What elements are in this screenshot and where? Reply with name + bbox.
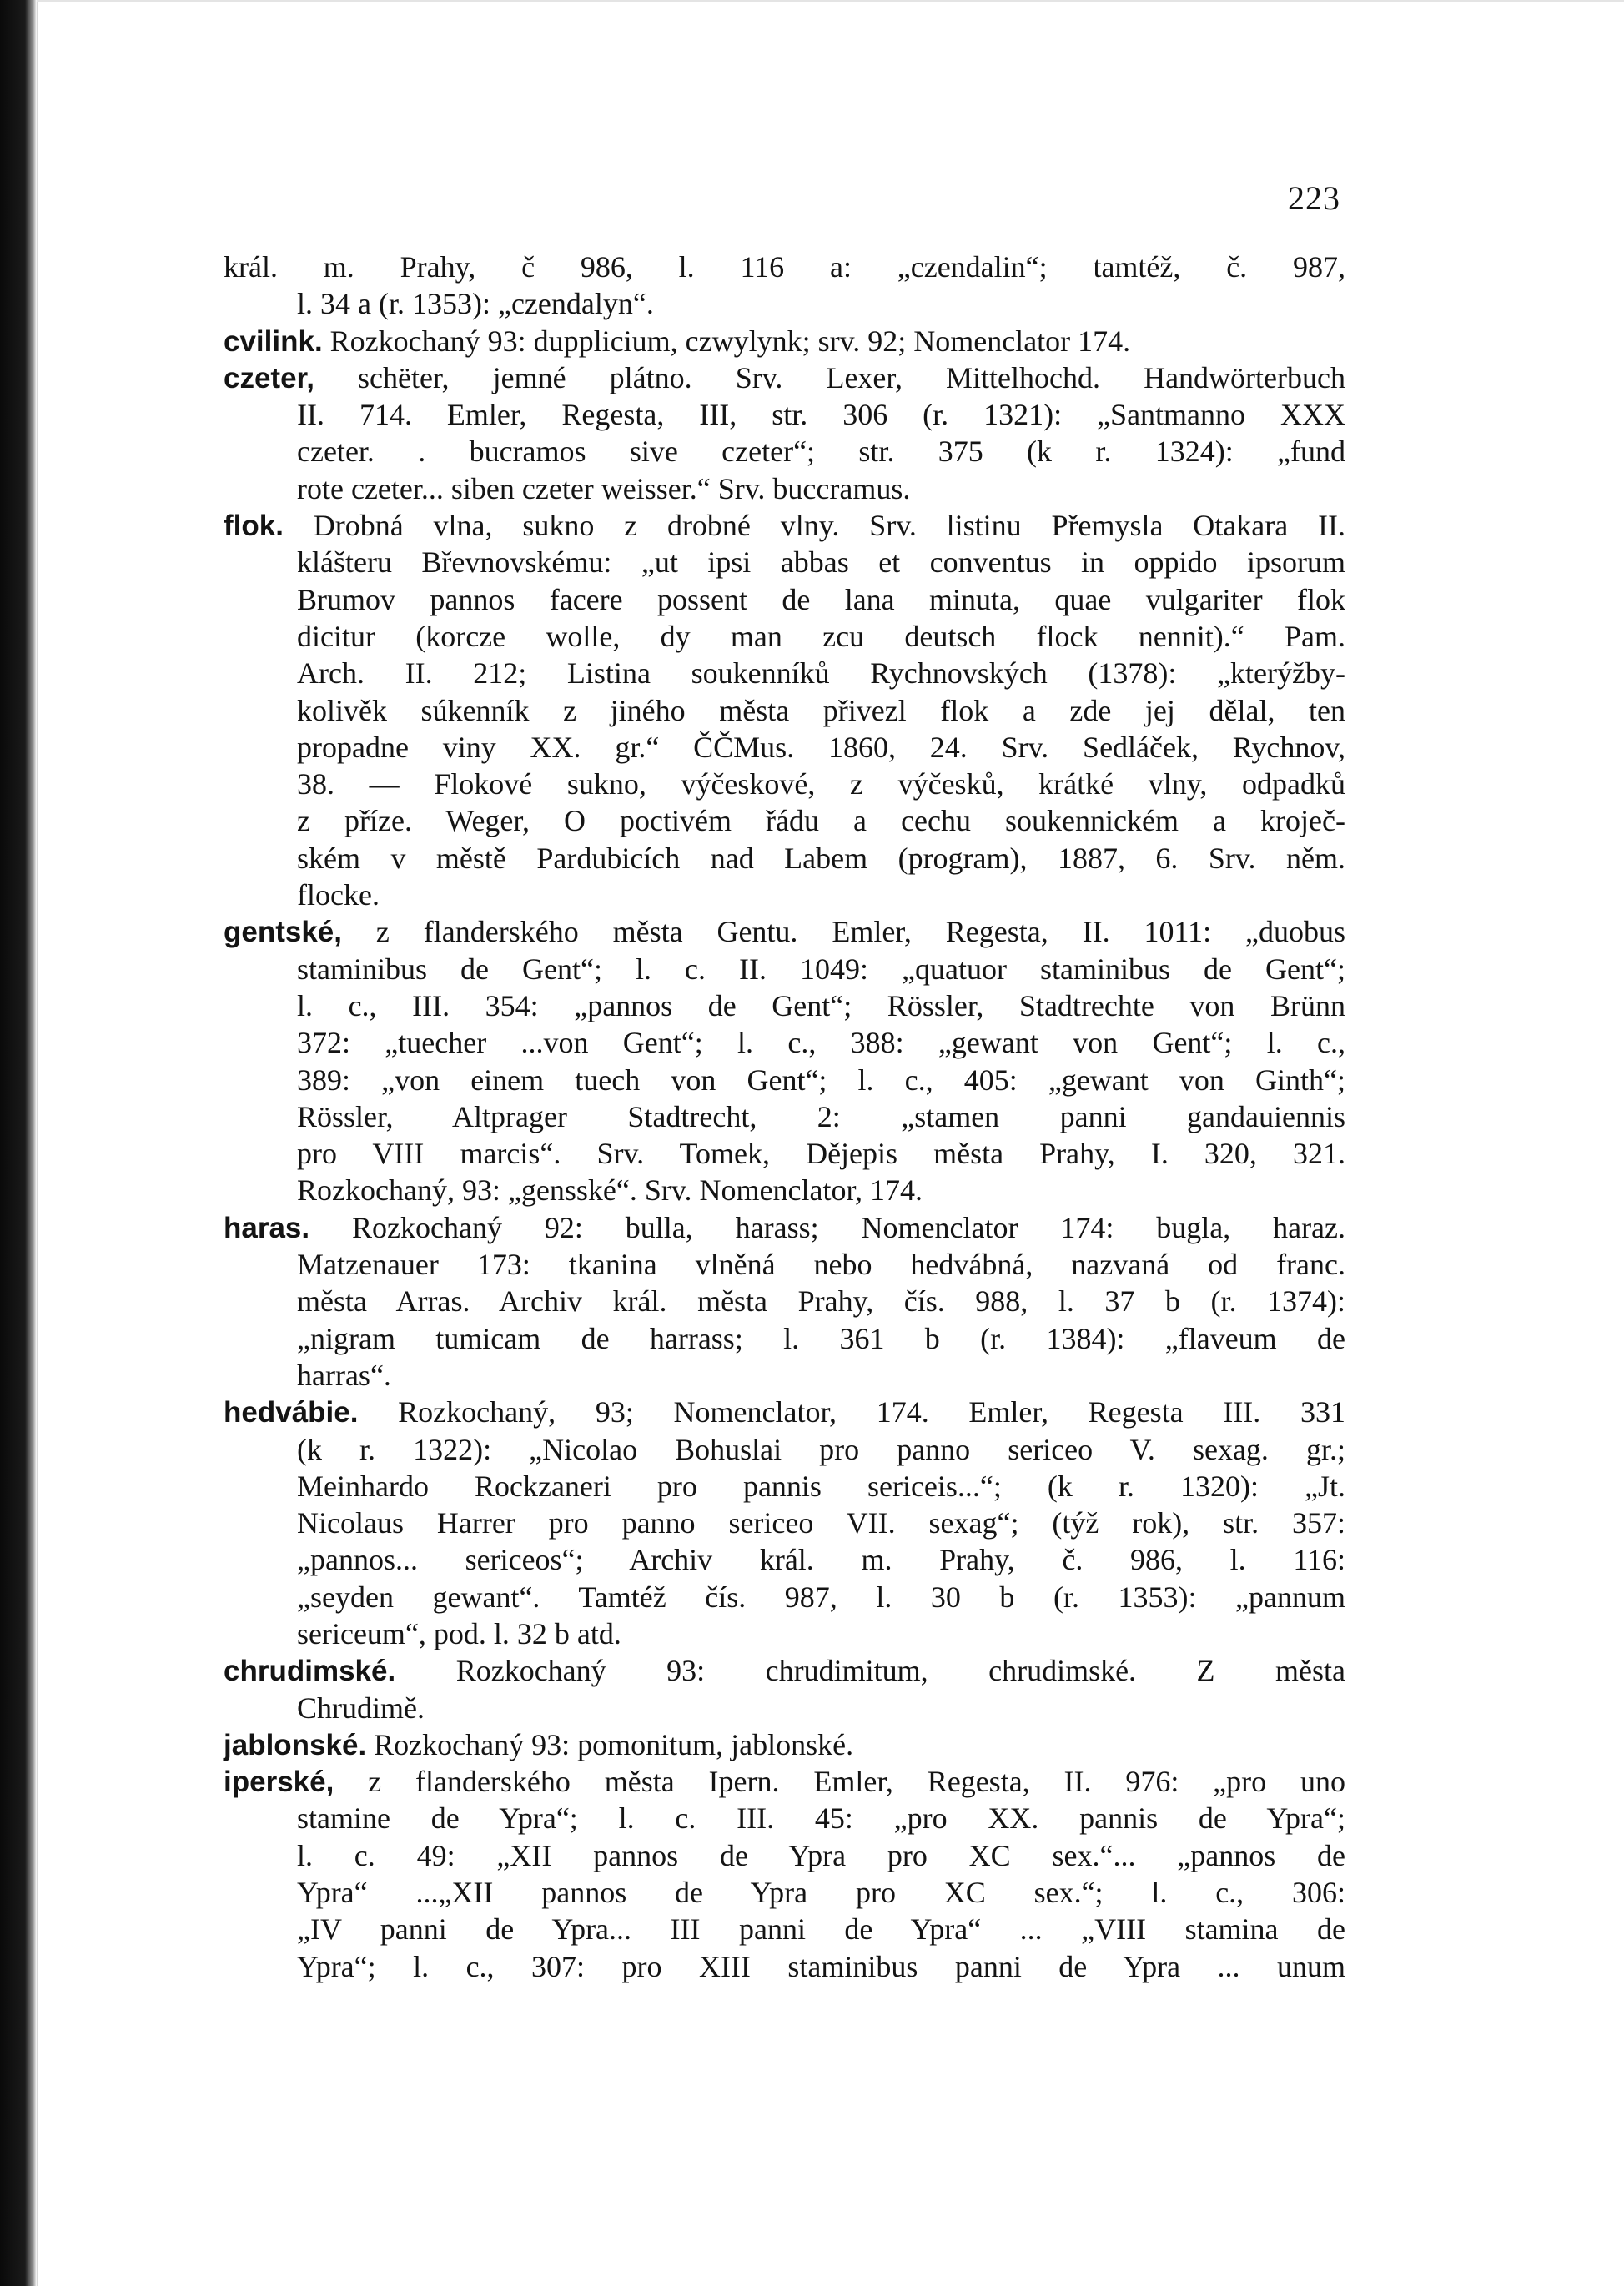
entry-headword: haras. — [224, 1211, 310, 1244]
entry-line: pro VIII marcis“. Srv. Tomek, Dějepis města Prahy, I. 320, 321. — [297, 1137, 1345, 1171]
entry-line: 38. — Flokové sukno, výčeskové, z výčesků, krátké vlny, odpadků — [297, 767, 1345, 801]
entry-line: harras“. — [297, 1358, 391, 1392]
entry-headword: czeter, — [224, 361, 314, 394]
entry-line: hedvábie. Rozkochaný, 93; Nomenclator, 174. Emler, Regesta III. 331 — [224, 1395, 1345, 1429]
entry-line: dicitur (korcze wolle, dy man zcu deutsch flock nennit).“ Pam. — [297, 619, 1345, 653]
entry-line: stamine de Ypra“; l. c. III. 45: „pro XX. pannis de Ypra“; — [297, 1801, 1345, 1836]
entry-line: flok. Drobná vlna, sukno z drobné vlny. Srv. listinu Přemysla Otakara II. — [224, 509, 1345, 543]
entry-line: ském v městě Pardubicích nad Labem (program), 1887, 6. Srv. něm. — [297, 841, 1345, 875]
entry-line: „nigram tumicam de harrass; l. 361 b (r. 1384): „flaveum de — [297, 1321, 1345, 1355]
entry-line: l. c. 49: „XII pannos de Ypra pro XC sex.“... „pannos de — [297, 1838, 1345, 1872]
entry-line: král. m. Prahy, č 986, l. 116 a: „czendalin“; tamtéž, č. 987, — [224, 250, 1345, 284]
entry-line: (k r. 1322): „Nicolao Bohuslai pro panno sericeo V. sexag. gr.; — [297, 1432, 1345, 1466]
entry-line: jablonské. Rozkochaný 93: pomonitum, jablonské. — [224, 1727, 854, 1761]
page-number: 223 — [1288, 179, 1340, 217]
entry-line: rote czeter... siben czeter weisser.“ Srv. buccramus. — [297, 471, 911, 505]
entry-line: 389: „von einem tuech von Gent“; l. c., 405: „gewant von Ginth“; — [297, 1063, 1345, 1097]
dictionary-text — [224, 249, 1345, 1985]
entry-line: propadne viny XX. gr.“ ČČMus. 1860, 24. Srv. Sedláček, Rychnov, — [297, 730, 1345, 764]
scan-top-edge — [37, 0, 1624, 2]
entry-headword: cvilink. — [224, 324, 323, 358]
entry-line: Arch. II. 212; Listina soukenníků Rychnovských (1378): „kterýžby- — [297, 656, 1345, 691]
entry-line: gentské, z flanderského města Gentu. Emler, Regesta, II. 1011: „duobus — [224, 915, 1346, 949]
entry-line: 372: „tuecher ...von Gent“; l. c., 388: „gewant von Gent“; l. c., — [297, 1026, 1345, 1060]
entry-line: staminibus de Gent“; l. c. II. 1049: „quatuor staminibus de Gent“; — [297, 952, 1345, 986]
entry-line: Brumov pannos facere possent de lana minuta, quae vulgariter flok — [297, 582, 1345, 616]
entry-line: Matzenauer 173: tkanina vlněná nebo hedvábná, nazvaná od franc. — [297, 1248, 1345, 1282]
entry-headword: chrudimské. — [224, 1655, 396, 1688]
entry-line: Meinhardo Rockzaneri pro pannis sericeis...“; (k r. 1320): „Jt. — [297, 1469, 1345, 1503]
entry-line: „IV panni de Ypra... III panni de Ypra“ ... „VIII stamina de — [297, 1912, 1345, 1947]
entry-line: Ypra“; l. c., 307: pro XIII staminibus panni de Ypra ... unum — [297, 1949, 1345, 1983]
entry-line: Ypra“ ...„XII pannos de Ypra pro XC sex.“; l. c., 306: — [297, 1876, 1345, 1910]
entry-line: klášteru Břevnovskému: „ut ipsi abbas et conventus in oppido ipsorum — [297, 545, 1345, 580]
entry-line: města Arras. Archiv král. města Prahy, čís. 988, l. 37 b (r. 1374): — [297, 1284, 1345, 1319]
entry-line: II. 714. Emler, Regesta, III, str. 306 (r. 1321): „Santmanno XXX — [297, 398, 1345, 432]
entry-line: czeter, schëter, jemné plátno. Srv. Lexer, Mittelhochd. Handwörterbuch — [224, 360, 1345, 394]
entry-line: Chrudimě. — [297, 1691, 425, 1725]
page-edge — [37, 0, 38, 2286]
entry-headword: jablonské. — [224, 1728, 367, 1761]
entry-line: czeter. . bucramos sive czeter“; str. 375 (k r. 1324): „fund — [297, 435, 1345, 469]
entry-line: chrudimské. Rozkochaný 93: chrudimitum, chrudimské. Z města — [224, 1654, 1345, 1688]
scan-left-margin — [0, 0, 37, 2286]
entry-line: Nicolaus Harrer pro panno sericeo VII. sexag“; (týž rok), str. 357: — [297, 1506, 1345, 1540]
entry-headword: flok. — [224, 510, 284, 543]
entry-line: iperské, z flanderského města Ipern. Emler, Regesta, II. 976: „pro uno — [224, 1765, 1345, 1799]
entry-line: l. c., III. 354: „pannos de Gent“; Rössler, Stadtrechte von Brünn — [297, 988, 1345, 1022]
entry-line: kolivěk súkenník z jiného města přivezl flok a zde jej dělal, ten — [297, 693, 1345, 727]
entry-headword: gentské, — [224, 916, 342, 949]
entry-line: l. 34 a (r. 1353): „czendalyn“. — [297, 287, 654, 321]
entry-line: Rozkochaný, 93: „gensské“. Srv. Nomenclator, 174. — [297, 1173, 923, 1208]
entry-headword: hedvábie. — [224, 1396, 359, 1429]
entry-line: „pannos... sericeos“; Archiv král. m. Prahy, č. 986, l. 116: — [297, 1543, 1345, 1577]
entry-line: sericeum“, pod. l. 32 b atd. — [297, 1616, 621, 1650]
entry-line: cvilink. Rozkochaný 93: dupplicium, czwylynk; srv. 92; Nomenclator 174. — [224, 324, 1131, 358]
entry-line: z příze. Weger, O poctivém řádu a cechu soukennickém a kroječ- — [297, 804, 1345, 838]
entry-line: „seyden gewant“. Tamtéž čís. 987, l. 30 b (r. 1353): „pannum — [297, 1580, 1345, 1614]
entry-line: flocke. — [297, 878, 380, 912]
entry-line: haras. Rozkochaný 92: bulla, harass; Nomenclator 174: bugla, haraz. — [224, 1210, 1346, 1244]
entry-line: Rössler, Altprager Stadtrecht, 2: „stamen panni gandauiennis — [297, 1099, 1345, 1133]
entry-headword: iperské, — [224, 1766, 334, 1799]
